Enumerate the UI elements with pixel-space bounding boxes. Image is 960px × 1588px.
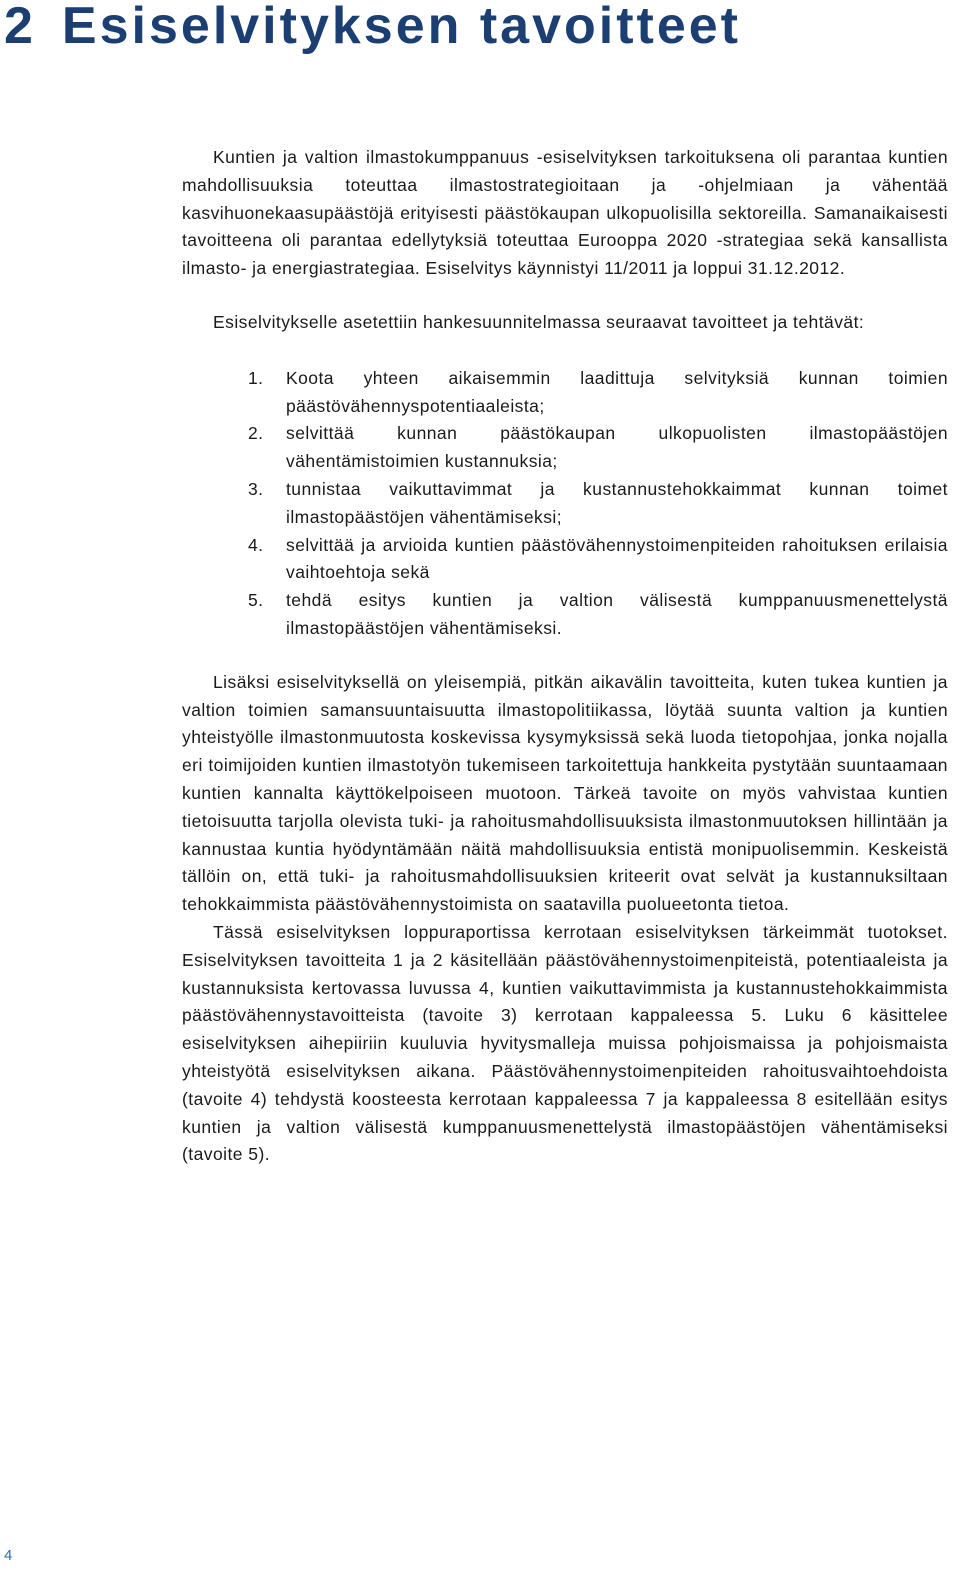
chapter-number: 2 (4, 0, 36, 55)
goals-intro-paragraph: Esiselvitykselle asetettiin hankesuunnitelmassa seuraavat tavoitteet ja tehtävät: (213, 311, 865, 332)
goal-number: 2. (248, 423, 264, 444)
goal-item (248, 587, 948, 643)
goal-item (248, 532, 948, 588)
goal-item (248, 420, 948, 476)
intro-paragraph: Kuntien ja valtion ilmastokumppanuus -esiselvityksen tarkoituksena oli parantaa kuntien mahdollisuuksia toteuttaa ilmastostrategioitaan ja -ohjelmiaan ja vähentää kasvihuonekaasupäästöjä erityisesti päästökaupan ulkopuolisilla sektoreilla. Samanaikaisesti tavoitteena oli parantaa edellytyksiä toteuttaa Eurooppa 2020 -strategiaa sekä kansallista ilmasto- ja energiastrategiaa. Esiselvitys käynnistyi 11/2011 ja loppui 31.12.2012. (182, 147, 948, 279)
goal-text: selvittää kunnan päästökaupan ulkopuolisten ilmastopäästöjen vähentämistoimien kustannuksia; (286, 423, 948, 472)
goal-text: Koota yhteen aikaisemmin laadittuja selvityksiä kunnan toimien päästövähennyspotentiaaleista; (286, 367, 948, 416)
goal-number: 1. (248, 367, 264, 388)
goal-text: selvittää ja arvioida kuntien päästövähennystoimenpiteiden rahoituksen erilaisia vaihtoehtoja sekä (286, 534, 948, 583)
additional-goals-paragraph: Lisäksi esiselvityksellä on yleisempiä, pitkän aikavälin tavoitteita, kuten tukea kuntien ja valtion toimien samansuuntaisuutta ilmastopolitiikassa, löytää suunta valtion ja kuntien yhteistyölle ilmastonmuutosta koskevissa kysymyksissä sekä luoda tietopohjaa, jonka nojalla eri toimijoiden kuntien ilmastotyön tukemiseen tarkoitettuja hankkeita pystytään suuntaamaan kuntien kannalta käyttökelpoiseen muotoon. Tärkeä tavoite on myös vahvistaa kuntien tietoisuutta tarjolla olevista tuki- ja rahoitusmahdollisuuksista ilmastonmuutoksen hillintään ja kannustaa kuntia hyödyntämään näitä mahdollisuuksia entistä monipuolisemmin. Keskeistä tällöin on, että tuki- ja rahoitusmahdollisuuksien kriteerit ovat selvät ja kustannuksiltaan tehokkaimmista päästövähennystoimista on saatavilla puolueetonta tietoa. (182, 671, 948, 915)
goal-item (248, 365, 948, 421)
goal-number: 3. (248, 478, 264, 499)
goal-number: 5. (248, 590, 264, 611)
goal-item (248, 476, 948, 532)
chapter-heading (4, 0, 741, 58)
goal-number: 4. (248, 534, 264, 555)
goal-text: tunnistaa vaikuttavimmat ja kustannustehokkaimmat kunnan toimet ilmastopäästöjen vähentämiseksi; (286, 478, 948, 527)
page-number: 4 (4, 1547, 13, 1564)
goal-list (182, 365, 948, 643)
main-content (182, 144, 948, 1169)
goal-text: tehdä esitys kuntien ja valtion välisestä kumppanuusmenettelystä ilmastopäästöjen vähentämiseksi. (286, 590, 948, 638)
report-structure-paragraph: Tässä esiselvityksen loppuraportissa kerrotaan esiselvityksen tärkeimmät tuotokset. Esiselvityksen tavoitteita 1 ja 2 käsitellään päästövähennystoimenpiteistä, potentiaaleista ja kustannuksista kertovassa luvussa 4, kuntien vaikuttavimmista ja kustannustehokkaimmista päästövähennystavoitteista (tavoite 3) kerrotaan kappaleessa 5. Luku 6 käsittelee esiselvityksen aihepiiriin kuuluvia hyvitysmalleja muissa pohjoismaissa ja pohjoismaista yhteistyötä esiselvityksen aikana. Päästövähennystoimenpiteiden rahoitusvaihtoehdoista (tavoite 4) tehdystä koosteesta kerrotaan kappaleessa 7 ja kappaleessa 8 esitellään esitys kuntien ja valtion välisestä kumppanuusmenettelystä ilmastopäästöjen vähentämiseksi (tavoite 5). (182, 921, 948, 1165)
chapter-title: Esiselvityksen tavoitteet (61, 0, 741, 55)
